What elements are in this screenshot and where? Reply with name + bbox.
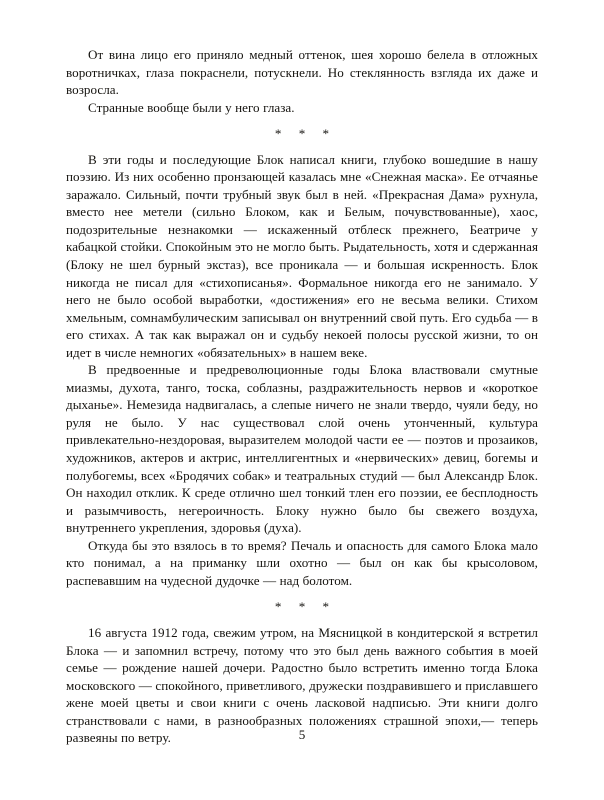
text-column: [66, 46, 538, 747]
paragraph-2: Странные вообще были у него глаза.: [88, 99, 295, 115]
page-number: 5: [298, 727, 306, 742]
paragraph-6: 16 августа 1912 года, свежим утром, на Мясницкой в кондитерской я встретил Блока — и запомнил встречу, потому что это был день важного события в моей семье — рождение нашей дочери. Радостно было встретить именно тогда Блока московского — спокойного, приветливого, дружески поздравившего и приславшего жене моей цветы и свои книги с очень ласковой надписью. Эти книги долго странствовали с нами, в разнообразных положениях страшной эпохи,— теперь развеяны по ветру.: [66, 624, 538, 746]
paragraph-3: В эти годы и последующие Блок написал книги, глубоко вошедшие в нашу поэзию. Из них особенно пронзающей казалась мне «Снежная маска». Ее отчаянье заражало. Сильный, почти трубный звук был в ней. «Прекрасная Дама» рухнула, вместо нее метели (сильно Блоком, как и Белым, почувствованные), хаос, подозрительные незнакомки — искаженный отблеск прежнего, Беатриче у кабацкой стойки. Спокойным это не могло быть. Рыдательность, хотя и сдержанная (Блоку не шел бурный экстаз), все проникала — и большая искренность. Блок никогда не писал для «стихописанья». Формальное никогда его не занимало. У него не было особой выработки, «достижения» его не весьма велики. Стихом хмельным, сомнамбулическим записывал он внутренний свой путь. Его судьба — в его стихах. А так как выражал он и судьбу некоей полосы русской жизни, то он идет в числе немногих «обязательных» в нашем веке.: [66, 151, 538, 360]
paragraph-4: В предвоенные и предреволюционные годы Блока властвовали смутные миазмы, духота, танго, тоска, соблазны, раздражительность нервов и «короткое дыханье». Немезида надвигалась, а слепые ничего не знали твердо, чуяли беду, но руля не было. У нас существовал слой очень утонченный, культура привлекательно-нездоровая, выразителем молодой части ее — поэтов и прозаиков, художников, актеров и актрис, интеллигентных и «нервических» девиц, богемы и полубогемы, всех «Бродячих собак» и театральных студий — был Александр Блок. Он находил отклик. К среде отлично шел тонкий тлен его поэзии, ее бесплодность и разымчивость, негероичность. Блоку нужно было бы свежего воздуха, внутреннего укрепления, здоровья (духа).: [66, 362, 538, 536]
paragraph-5: Откуда бы это взялось в то время? Печаль и опасность для самого Блока мало кто понимал, а на приманку шли охотно — был он как бы крысоловом, распевавшим на чудесной дудочке — над болотом.: [66, 537, 538, 588]
paragraph-1: От вина лицо его приняло медный оттенок, шея хорошо белела в отложных воротничках, глаза покраснели, потускнели. Но стеклянность взгляда их даже и возросла.: [66, 47, 538, 98]
section-break-1: * * *: [274, 126, 337, 142]
section-break-2: * * *: [274, 599, 337, 615]
